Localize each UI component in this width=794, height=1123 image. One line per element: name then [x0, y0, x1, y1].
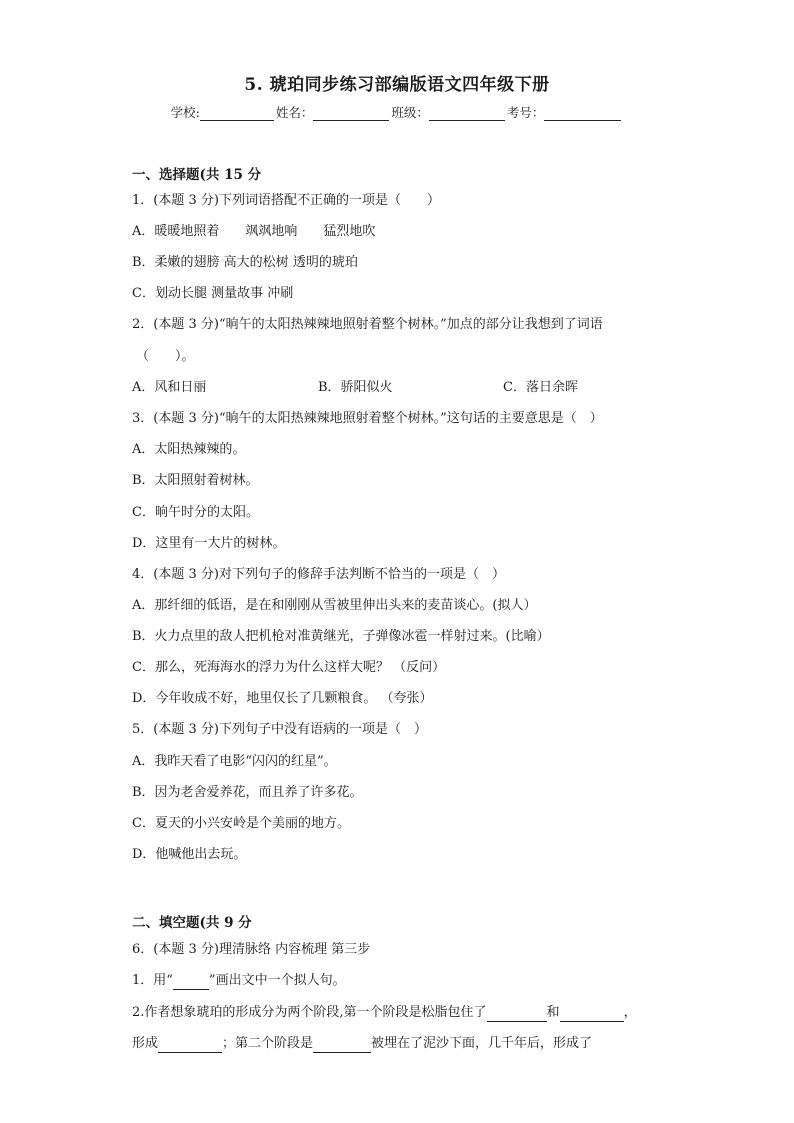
q5-stem: 5．(本题 3 分)下列句子中没有语病的一项是（ ） [132, 722, 427, 737]
q4-option-a[interactable]: A．那纤细的低语，是在和刚刚从雪被里伸出头来的麦苗谈心。(拟人） [132, 598, 537, 613]
section-heading-fill: 二、填空题(共 9 分 [132, 915, 252, 931]
q3-option-d[interactable]: D．这里有一大片的树林。 [132, 536, 286, 551]
q2-option-c[interactable]: C．落日余晖 [503, 380, 578, 395]
q6-sub1-pre: 1．用“ [132, 973, 173, 988]
school-blank[interactable] [200, 106, 274, 121]
q4-option-b[interactable]: B．火力点里的敌人把机枪对准黄继光，子弹像冰雹一样射过来。(比喻） [132, 629, 550, 644]
exam-no-label: 考号： [506, 105, 545, 120]
q2-option-b[interactable]: B．骄阳似火 [318, 380, 393, 395]
section-heading-choice: 一、选择题(共 15 分 [132, 167, 262, 183]
class-label: 班级： [391, 105, 429, 120]
q6-sub2-text2: 和 [546, 1005, 560, 1020]
q6-sub1 [132, 972, 346, 990]
q1-stem: 1．(本题 3 分)下列词语搭配不正确的一项是（ ） [132, 193, 440, 208]
q5-option-a[interactable]: A．我昨天看了电影“闪闪的红星”。 [132, 754, 337, 769]
q2-stem-continued: （ ）。 [136, 349, 195, 364]
q6-sub2-line2-text3: 被埋在了泥沙下面，几千年后，形成了 [371, 1036, 593, 1051]
q5-option-d[interactable]: D．他喊他出去玩。 [132, 847, 247, 862]
school-label: 学校: [170, 105, 200, 120]
q1-option-a[interactable]: A．暖暖地照着 飒飒地响 猛烈地吹 [132, 224, 376, 239]
exam-no-blank[interactable] [544, 106, 621, 121]
q6-sub2-line2-text2: ；第二个阶段是 [222, 1036, 314, 1051]
q3-option-c[interactable]: C．晌午时分的太阳。 [132, 505, 259, 520]
q6-sub2-blank2[interactable] [560, 1008, 624, 1022]
q6-sub2-line2 [132, 1035, 592, 1053]
class-blank[interactable] [429, 106, 505, 121]
q4-option-d[interactable]: D．今年收成不好，地里仅长了几颗粮食。 （夸张） [132, 691, 433, 706]
q6-sub2-line1 [132, 1004, 637, 1022]
q4-option-c[interactable]: C．那么，死海海水的浮力为什么这样大呢？ （反问） [132, 660, 446, 675]
q6-sub1-post: ”画出文中一个拟人句。 [208, 973, 346, 988]
q5-option-c[interactable]: C．夏天的小兴安岭是个美丽的地方。 [132, 816, 350, 831]
q1-option-c[interactable]: C．划动长腿 测量故事 冲刷 [132, 286, 294, 301]
q6-sub2-line2-text1: 形成 [132, 1036, 159, 1051]
name-blank[interactable] [313, 106, 389, 121]
q6-sub2-blank1[interactable] [487, 1008, 547, 1022]
q2-stem: 2．(本题 3 分)“晌午的太阳热辣辣地照射着整个树林。”加点的部分让我想到了词语 [132, 317, 603, 332]
q6-stem: 6．(本题 3 分)理清脉络 内容梳理 第三步 [132, 942, 371, 957]
q6-sub2-text3: ， [623, 1005, 637, 1020]
q6-sub1-blank[interactable] [173, 976, 209, 990]
q3-option-b[interactable]: B．太阳照射着树林。 [132, 473, 259, 488]
q2-option-a[interactable]: A．风和日丽 [132, 380, 207, 395]
student-info-row [0, 103, 794, 121]
q6-sub2-blank3[interactable] [158, 1039, 222, 1053]
q5-option-b[interactable]: B．因为老舍爱养花，而且养了许多花。 [132, 785, 363, 800]
q6-sub2-text1: 2.作者想象琥珀的形成分为两个阶段,第一个阶段是松脂包住了 [132, 1005, 487, 1020]
q6-sub2-blank4[interactable] [313, 1039, 371, 1053]
page-title: 5. 琥珀同步练习部编版语文四年级下册 [244, 75, 550, 95]
q3-option-a[interactable]: A．太阳热辣辣的。 [132, 442, 246, 457]
q4-stem: 4．(本题 3 分)对下列句子的修辞手法判断不恰当的一项是（ ） [132, 567, 505, 582]
name-label: 姓名： [275, 105, 314, 120]
q3-stem: 3．(本题 3 分)“晌午的太阳热辣辣地照射着整个树林。”这句话的主要意思是（ ） [132, 411, 603, 426]
q1-option-b[interactable]: B．柔嫩的翅膀 高大的松树 透明的琥珀 [132, 255, 358, 270]
